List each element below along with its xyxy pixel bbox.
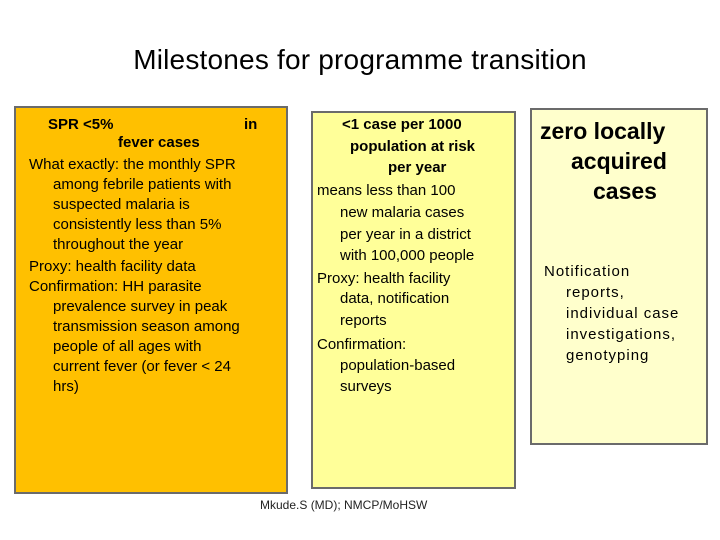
box3-line: investigations,: [566, 326, 677, 343]
box2-line: surveys: [340, 378, 392, 395]
box3-header-line: zero locally: [540, 118, 666, 144]
box2-line: with 100,000 people: [340, 247, 475, 264]
box1-header-line2: fever cases: [118, 134, 200, 151]
box2-line: data, notification: [340, 290, 450, 307]
box3-line: individual case: [566, 305, 680, 322]
box2-line: Proxy: health facility: [317, 270, 451, 287]
box3-line: Notification: [544, 263, 631, 280]
box1-line: prevalence survey in peak: [53, 298, 228, 315]
box2-line: means less than 100: [317, 182, 456, 199]
box1-line: current fever (or fever < 24: [53, 358, 231, 375]
box1-header-right: in: [244, 116, 258, 133]
box1-line: hrs): [53, 378, 79, 395]
box1-line: throughout the year: [53, 236, 184, 253]
box2-line: per year in a district: [340, 226, 471, 243]
box1-header-left: SPR <5%: [48, 116, 114, 133]
box1-line: among febrile patients with: [53, 176, 232, 193]
box1-line: suspected malaria is: [53, 196, 190, 213]
box3-line: genotyping: [566, 347, 650, 364]
box2-line: new malaria cases: [340, 204, 465, 221]
box3-header-line: acquired: [571, 148, 667, 174]
box1-line: consistently less than 5%: [53, 216, 222, 233]
box1-line: transmission season among: [53, 318, 240, 335]
box1-line: people of all ages with: [53, 338, 202, 355]
footer-credit: Mkude.S (MD); NMCP/MoHSW: [260, 498, 428, 512]
box3-line: reports,: [566, 284, 625, 301]
box2-line: reports: [340, 312, 387, 329]
box2-header-line: per year: [388, 159, 447, 176]
box1-line: What exactly: the monthly SPR: [29, 156, 236, 173]
box2-line: population-based: [340, 357, 456, 374]
box3-header-line: cases: [593, 178, 657, 204]
box1-line: Confirmation: HH parasite: [29, 278, 202, 295]
box2-header-line: <1 case per 1000: [342, 116, 462, 133]
box2-header-line: population at risk: [350, 138, 476, 155]
slide-title: Milestones for programme transition: [133, 44, 587, 75]
box2-line: Confirmation:: [317, 336, 407, 353]
box1-line: Proxy: health facility data: [29, 258, 196, 275]
